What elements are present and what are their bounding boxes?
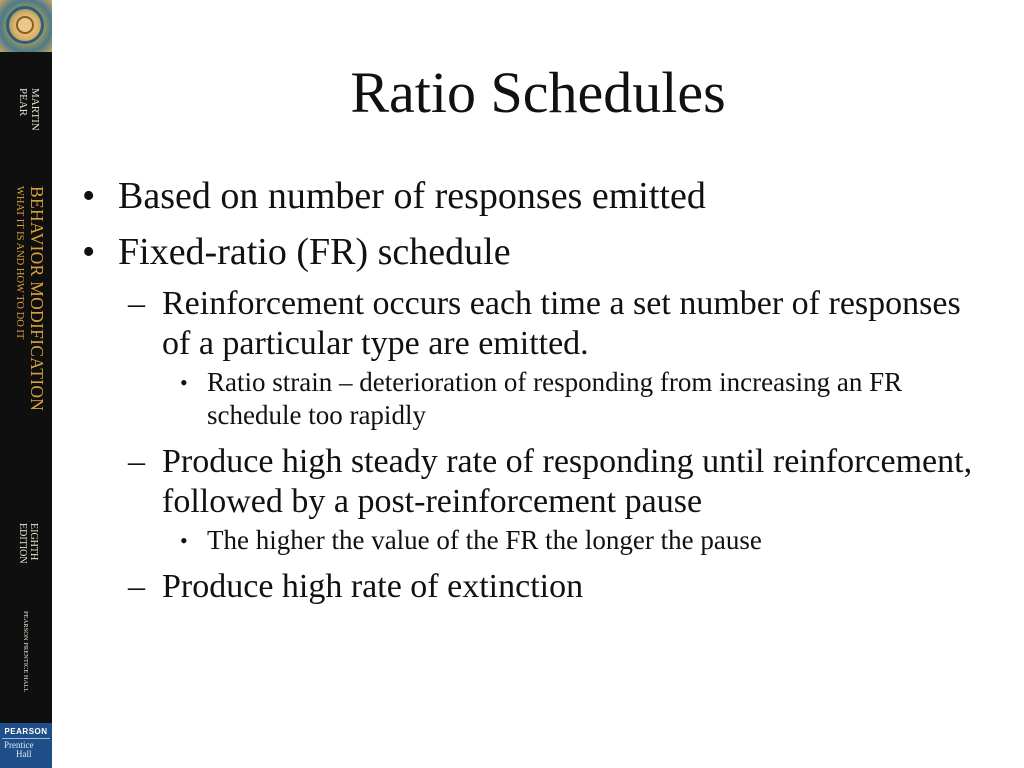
bullet-text: Fixed-ratio (FR) schedule [118, 231, 511, 273]
pearson-imprint [4, 741, 50, 760]
pearson-logo [0, 723, 52, 768]
spine-book-title: BEHAVIOR MODIFICATION [27, 186, 47, 412]
sub-bullet-text: Reinforcement occurs each time a set number of responses of a particular type are emitted. [162, 285, 961, 362]
spine-publisher: PEARSON PRENTICE HALL [22, 611, 29, 693]
bullet-marker: • [180, 370, 188, 395]
spine-author-2: PEAR [17, 88, 30, 117]
cover-medallion-logo [0, 0, 52, 52]
bullet-marker: • [180, 528, 188, 553]
slide-title: Ratio Schedules [350, 60, 726, 125]
pearson-imprint-line-2: Hall [16, 749, 32, 760]
pearson-name: PEARSON [4, 727, 48, 736]
pearson-divider [2, 738, 50, 739]
sub-bullet-item [80, 567, 980, 607]
spine-edition-line-2: EDITION [17, 523, 29, 564]
sub-bullet-item [80, 442, 980, 522]
sub-bullet-text: Produce high rate of extinction [162, 568, 584, 605]
sub-sub-bullet-item [80, 524, 980, 557]
slide-bullet-list [80, 172, 980, 609]
spine-book-subtitle: WHAT IT IS AND HOW TO DO IT [14, 186, 25, 340]
dash-marker: – [128, 443, 145, 480]
pearson-imprint-line-1: Prentice [4, 740, 34, 750]
bullet-marker: • [82, 175, 96, 217]
bullet-item [80, 172, 980, 220]
sub-sub-bullet-text: Ratio strain – deterioration of responding from increasing an FR schedule too rapidly [207, 367, 903, 430]
bullet-marker: • [82, 231, 96, 273]
sub-sub-bullet-text: The higher the value of the FR the longer the pause [207, 525, 762, 555]
dash-marker: – [128, 285, 145, 322]
spine-edition [17, 523, 38, 564]
spine-edition-line-1: EIGHTH [28, 523, 39, 561]
bullet-text: Based on number of responses emitted [118, 175, 706, 217]
spine-author-1: MARTIN [29, 88, 41, 131]
dash-marker: – [128, 568, 145, 605]
medallion-core [16, 16, 34, 34]
sub-bullet-text: Produce high steady rate of responding until reinforcement, followed by a post-reinforcement pause [162, 443, 973, 520]
sub-bullet-item [80, 284, 980, 364]
spine-authors [17, 88, 40, 131]
book-spine-sidebar [0, 0, 52, 768]
bullet-item [80, 228, 980, 276]
sub-sub-bullet-item [80, 366, 980, 432]
